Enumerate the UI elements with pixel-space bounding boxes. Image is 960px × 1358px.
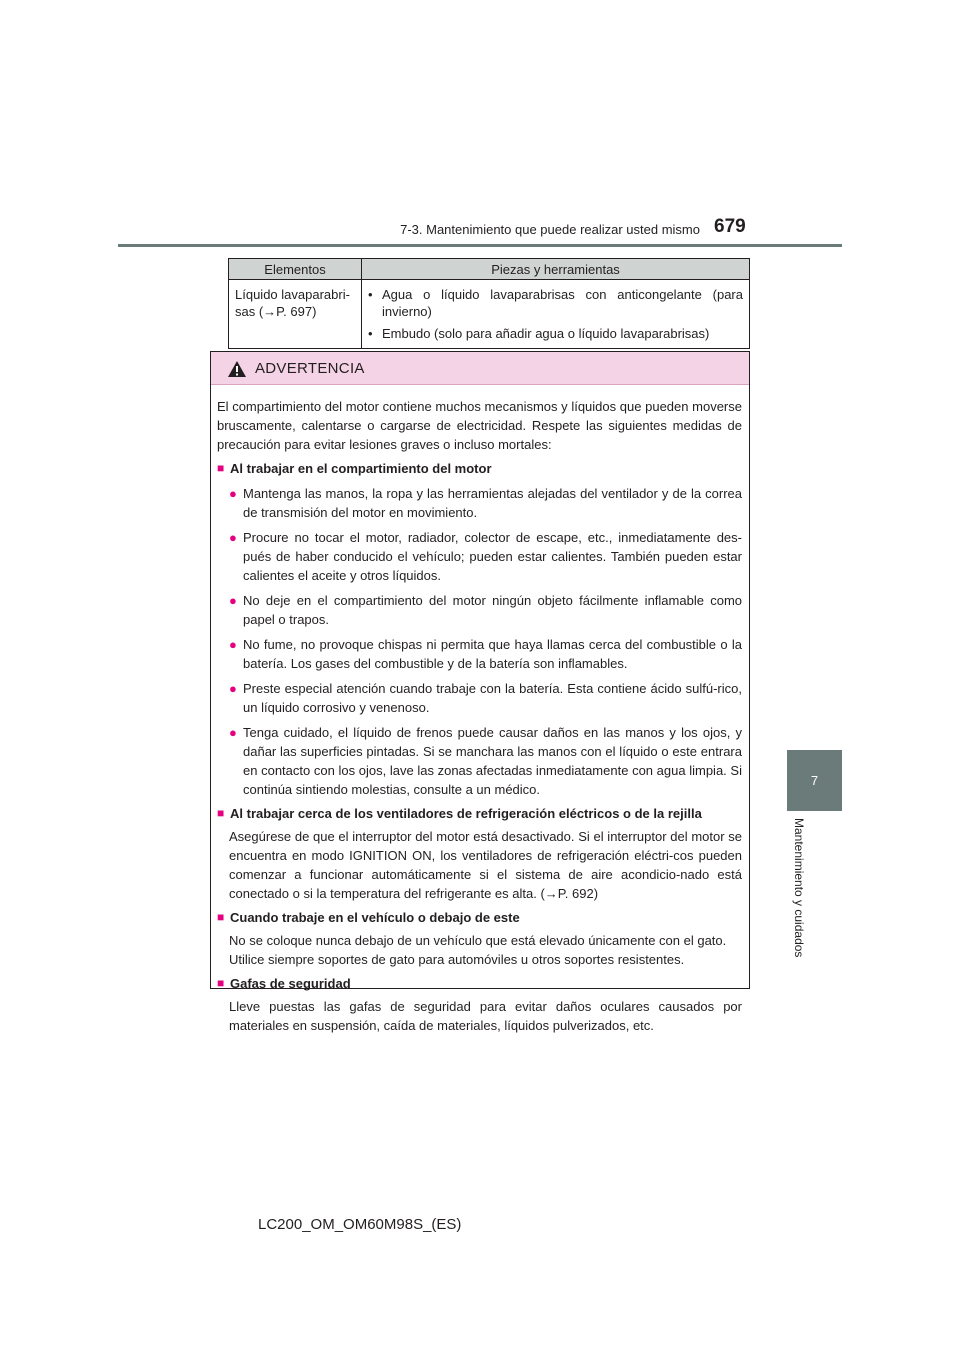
section-title: ■ Al trabajar en el compartimiento del motor [217,461,492,476]
list-item: ● Tenga cuidado, el líquido de frenos puede causar daños en las manos y los ojos, y dañar las superficies pintadas. Si se manchara las manos con el líquido o este entrara en contacto con los ojos, lave las zonas afectadas inmediatamente con agua limpia. Si continúa sintiendo molestias, consulte a un médico. [229,725,742,797]
square-bullet-icon: ■ [217,806,225,820]
page-number: 679 [714,216,746,237]
dot-bullet-icon: ● [229,725,237,740]
table-header-tools: Piezas y herramientas [362,259,750,280]
list-item [368,286,743,320]
list-item: ● No deje en el compartimiento del motor ningún objeto fácilmente inflamable como papel o trapos. [229,593,742,627]
square-bullet-icon: ■ [217,910,225,924]
dot-bullet-icon: ● [229,681,237,696]
section-text: Utilice siempre soportes de gato para automóviles u otros soportes resistentes. [229,952,685,967]
table-row [229,280,750,349]
square-bullet-icon: ■ [217,976,225,990]
footer-document-code: LC200_OM_OM60M98S_(ES) [258,1216,462,1233]
section-title: ■ Al trabajar cerca de los ventiladores de refrigeración eléctricos o de la rejilla [217,806,702,821]
table-header-row [229,259,750,280]
header-divider [118,244,842,247]
dot-bullet-icon: ● [229,637,237,652]
bullet-glyph: • [368,326,373,341]
warning-header [211,352,749,385]
parts-table [228,258,750,349]
section-header-title: 7-3. Mantenimiento que puede realizar usted mismo [400,222,700,237]
table-header-items: Elementos [229,259,362,280]
warning-box [210,351,750,1033]
chapter-number: 7 [810,773,819,788]
table-cell-item: Líquido lavaparabri-sas (→P. 697) [229,280,362,349]
section-text: No se coloque nunca debajo de un vehículo que está elevado únicamente con el gato. [229,933,727,948]
dot-bullet-icon: ● [229,486,237,501]
tool-text: Embudo (solo para añadir agua o líquido lavaparabrisas) [382,326,710,341]
tool-text: Agua o líquido lavaparabrisas con anticongelante (para invierno) [382,287,743,319]
warning-intro: El compartimiento del motor contiene muchos mecanismos y líquidos que pueden moverse bruscamente, calentarse o cargarse de electricidad. Respete las siguientes medidas de precaución para evitar lesiones graves o incluso mortales: [217,399,742,452]
section-text: Asegúrese de que el interruptor del motor está desactivado. Si el interruptor del motor se encuentra en modo IGNITION ON, los ventiladores de refrigeración eléctri-cos pueden comenzar a funcionar automáticamente si el sistema de aire acondicio-nado está conectado o si la temperatura del refrigerante es alta. (→P. 692) [229,829,742,901]
list-item: ● Preste especial atención cuando trabaje con la batería. Esta contiene ácido sulfú-rico, un líquido corrosivo y venenoso. [229,681,742,715]
warning-label: ADVERTENCIA [255,360,365,377]
bullet-glyph: • [368,287,373,302]
chapter-tab [787,750,842,811]
section-title: ■ Gafas de seguridad [217,976,351,991]
table-cell-tools [362,280,750,349]
warning-body [211,385,749,1035]
dot-bullet-icon: ● [229,530,237,545]
warning-triangle-icon [227,360,247,378]
dot-bullet-icon: ● [229,593,237,608]
list-item: ● No fume, no provoque chispas ni permita que haya llamas cerca del combustible o la batería. Los gases del combustible y de la batería son inflamables. [229,637,742,671]
list-item: ● Mantenga las manos, la ropa y las herramientas alejadas del ventilador y de la correa de transmisión del motor en movimiento. [229,486,742,520]
list-item [368,325,743,342]
section-title: ■ Cuando trabaje en el vehículo o debajo de este [217,910,520,925]
section-text: Lleve puestas las gafas de seguridad para evitar daños oculares causados por materiales en suspensión, caída de materiales, líquidos pulverizados, etc. [229,999,742,1033]
chapter-label: Mantenimiento y cuidados [792,818,806,958]
square-bullet-icon: ■ [217,461,225,475]
list-item: ● Procure no tocar el motor, radiador, colector de escape, etc., inmediatamente des-pués de haber conducido el vehículo; pueden estar calientes. También pueden estar calientes el aceite y otros líquidos. [229,530,742,583]
